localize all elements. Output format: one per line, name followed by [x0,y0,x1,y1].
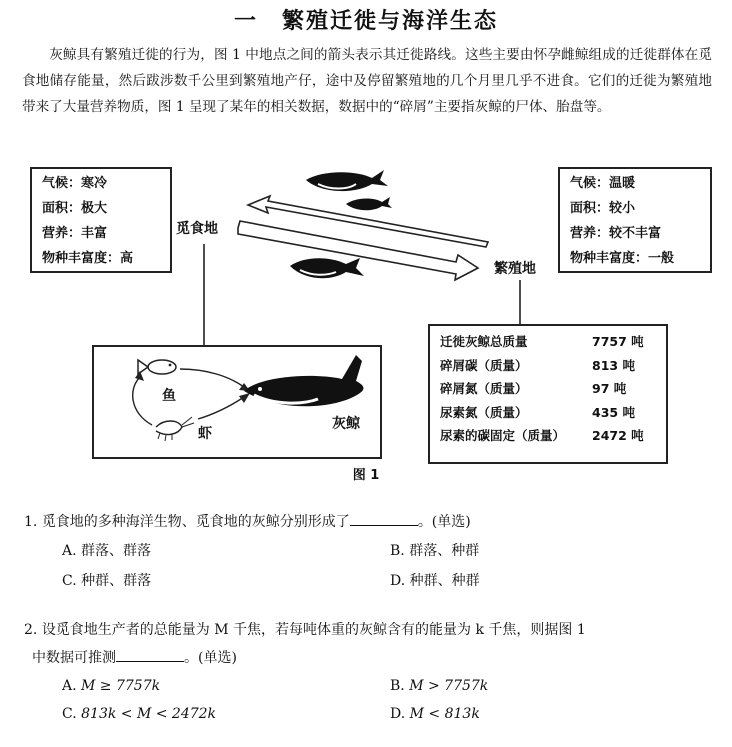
question-2-stem-line1 [24,616,714,644]
food-chain-drawing [94,347,380,457]
question-2 [24,616,714,672]
question-1-stem [24,508,714,536]
data-row-urea-carbon-fixation [440,424,666,448]
question-2-stem-line2 [24,644,714,672]
data-row-urea-nitrogen [440,401,666,425]
feeding-richness: 物种丰富度：高 [42,251,134,266]
answer-blank[interactable] [116,647,184,662]
q1-option-a[interactable]: A. 群落、群落 [62,543,152,559]
q2-option-c[interactable]: C. 813k < M < 2472k [62,706,217,722]
q1-option-b[interactable]: B. 群落、种群 [390,543,480,559]
data-label: 尿素氮（质量） [440,404,528,420]
question-suffix: 。(单选) [417,514,471,530]
fish-icon [138,360,176,374]
breeding-area: 面积：较小 [570,201,636,216]
arrow-shrimp-to-whale [198,397,244,419]
data-value: 7757 吨 [592,334,644,349]
migration-data-table [428,324,668,464]
breeding-climate: 气候：温暖 [570,176,636,191]
question-1 [24,508,714,536]
shrimp-icon [156,417,194,441]
whale-group-bottom [290,258,364,278]
data-label: 碎屑碳（质量） [440,357,528,373]
data-value: 2472 吨 [592,428,644,443]
whale-icon [244,355,363,406]
whale-icon [346,197,392,210]
data-label: 迁徙灰鲸总质量 [440,334,528,349]
data-row-total-mass [440,330,666,354]
data-row-detritus-nitrogen [440,377,666,401]
data-label: 尿素的碳固定（质量） [440,428,566,443]
intro-paragraph: 灰鲸具有繁殖迁徙的行为，图 1 中地点之间的箭头表示其迁徙路线。这些主要由怀孕雌鲸组成的迁徙群体在觅食地储存能量，然后跋涉数千公里到繁殖地产仔，途中及停留繁殖地的几个月里几乎不进食。它们的迁徙为繁殖地带来了大量营养物质，图 1 呈现了某年的相关数据，数据中的“碎屑”主要指灰鲸的尸体、胎盘等。 [22,47,712,115]
feeding-ground-label: 觅食地 [176,221,218,237]
feeding-nutrition: 营养：丰富 [42,226,108,241]
data-value: 97 吨 [592,381,627,396]
data-value: 435 吨 [592,404,635,420]
breeding-richness: 物种丰富度：一般 [570,251,675,266]
data-label: 碎屑氮（质量） [440,381,528,396]
feeding-climate: 气候：寒冷 [42,176,108,191]
question-text: 觅食地的多种海洋生物、觅食地的灰鲸分别形成了 [41,514,350,530]
fish-label: 鱼 [162,388,176,404]
feeding-area: 面积：极大 [42,201,108,216]
figure-caption: 图 1 [352,468,380,483]
question-text: 中数据可推测 [32,650,116,666]
q2-option-b[interactable]: B. M > 7757k [390,678,489,694]
q1-option-c[interactable]: C. 种群、群落 [62,573,152,589]
breeding-ground-label: 繁殖地 [494,261,536,277]
arrow-shrimp-to-fish [133,377,152,425]
q1-option-d[interactable]: D. 种群、种群 [390,573,480,589]
question-text: 设觅食地生产者的总能量为 M 千焦，若每吨体重的灰鲸含有的能量为 k 千焦，则据图 1 [41,622,586,638]
q2-option-a[interactable]: A. M ≥ 7757k [62,678,161,694]
data-value: 813 吨 [592,357,635,373]
question-number: 2. [24,622,38,638]
answer-blank[interactable] [350,511,418,526]
question-suffix: 。(单选) [184,650,237,666]
food-chain-box [92,345,382,459]
breeding-nutrition: 营养：较不丰富 [570,226,662,241]
shrimp-label: 虾 [198,426,212,442]
data-row-detritus-carbon [440,354,666,378]
arrow-fish-to-whale [180,369,244,387]
whale-group-top [306,170,392,210]
section-title: 一 繁殖迁徙与海洋生态 [233,9,498,34]
question-number: 1. [24,514,38,530]
q2-option-d[interactable]: D. M < 813k [390,706,480,722]
gray-whale-label: 灰鲸 [332,416,360,432]
